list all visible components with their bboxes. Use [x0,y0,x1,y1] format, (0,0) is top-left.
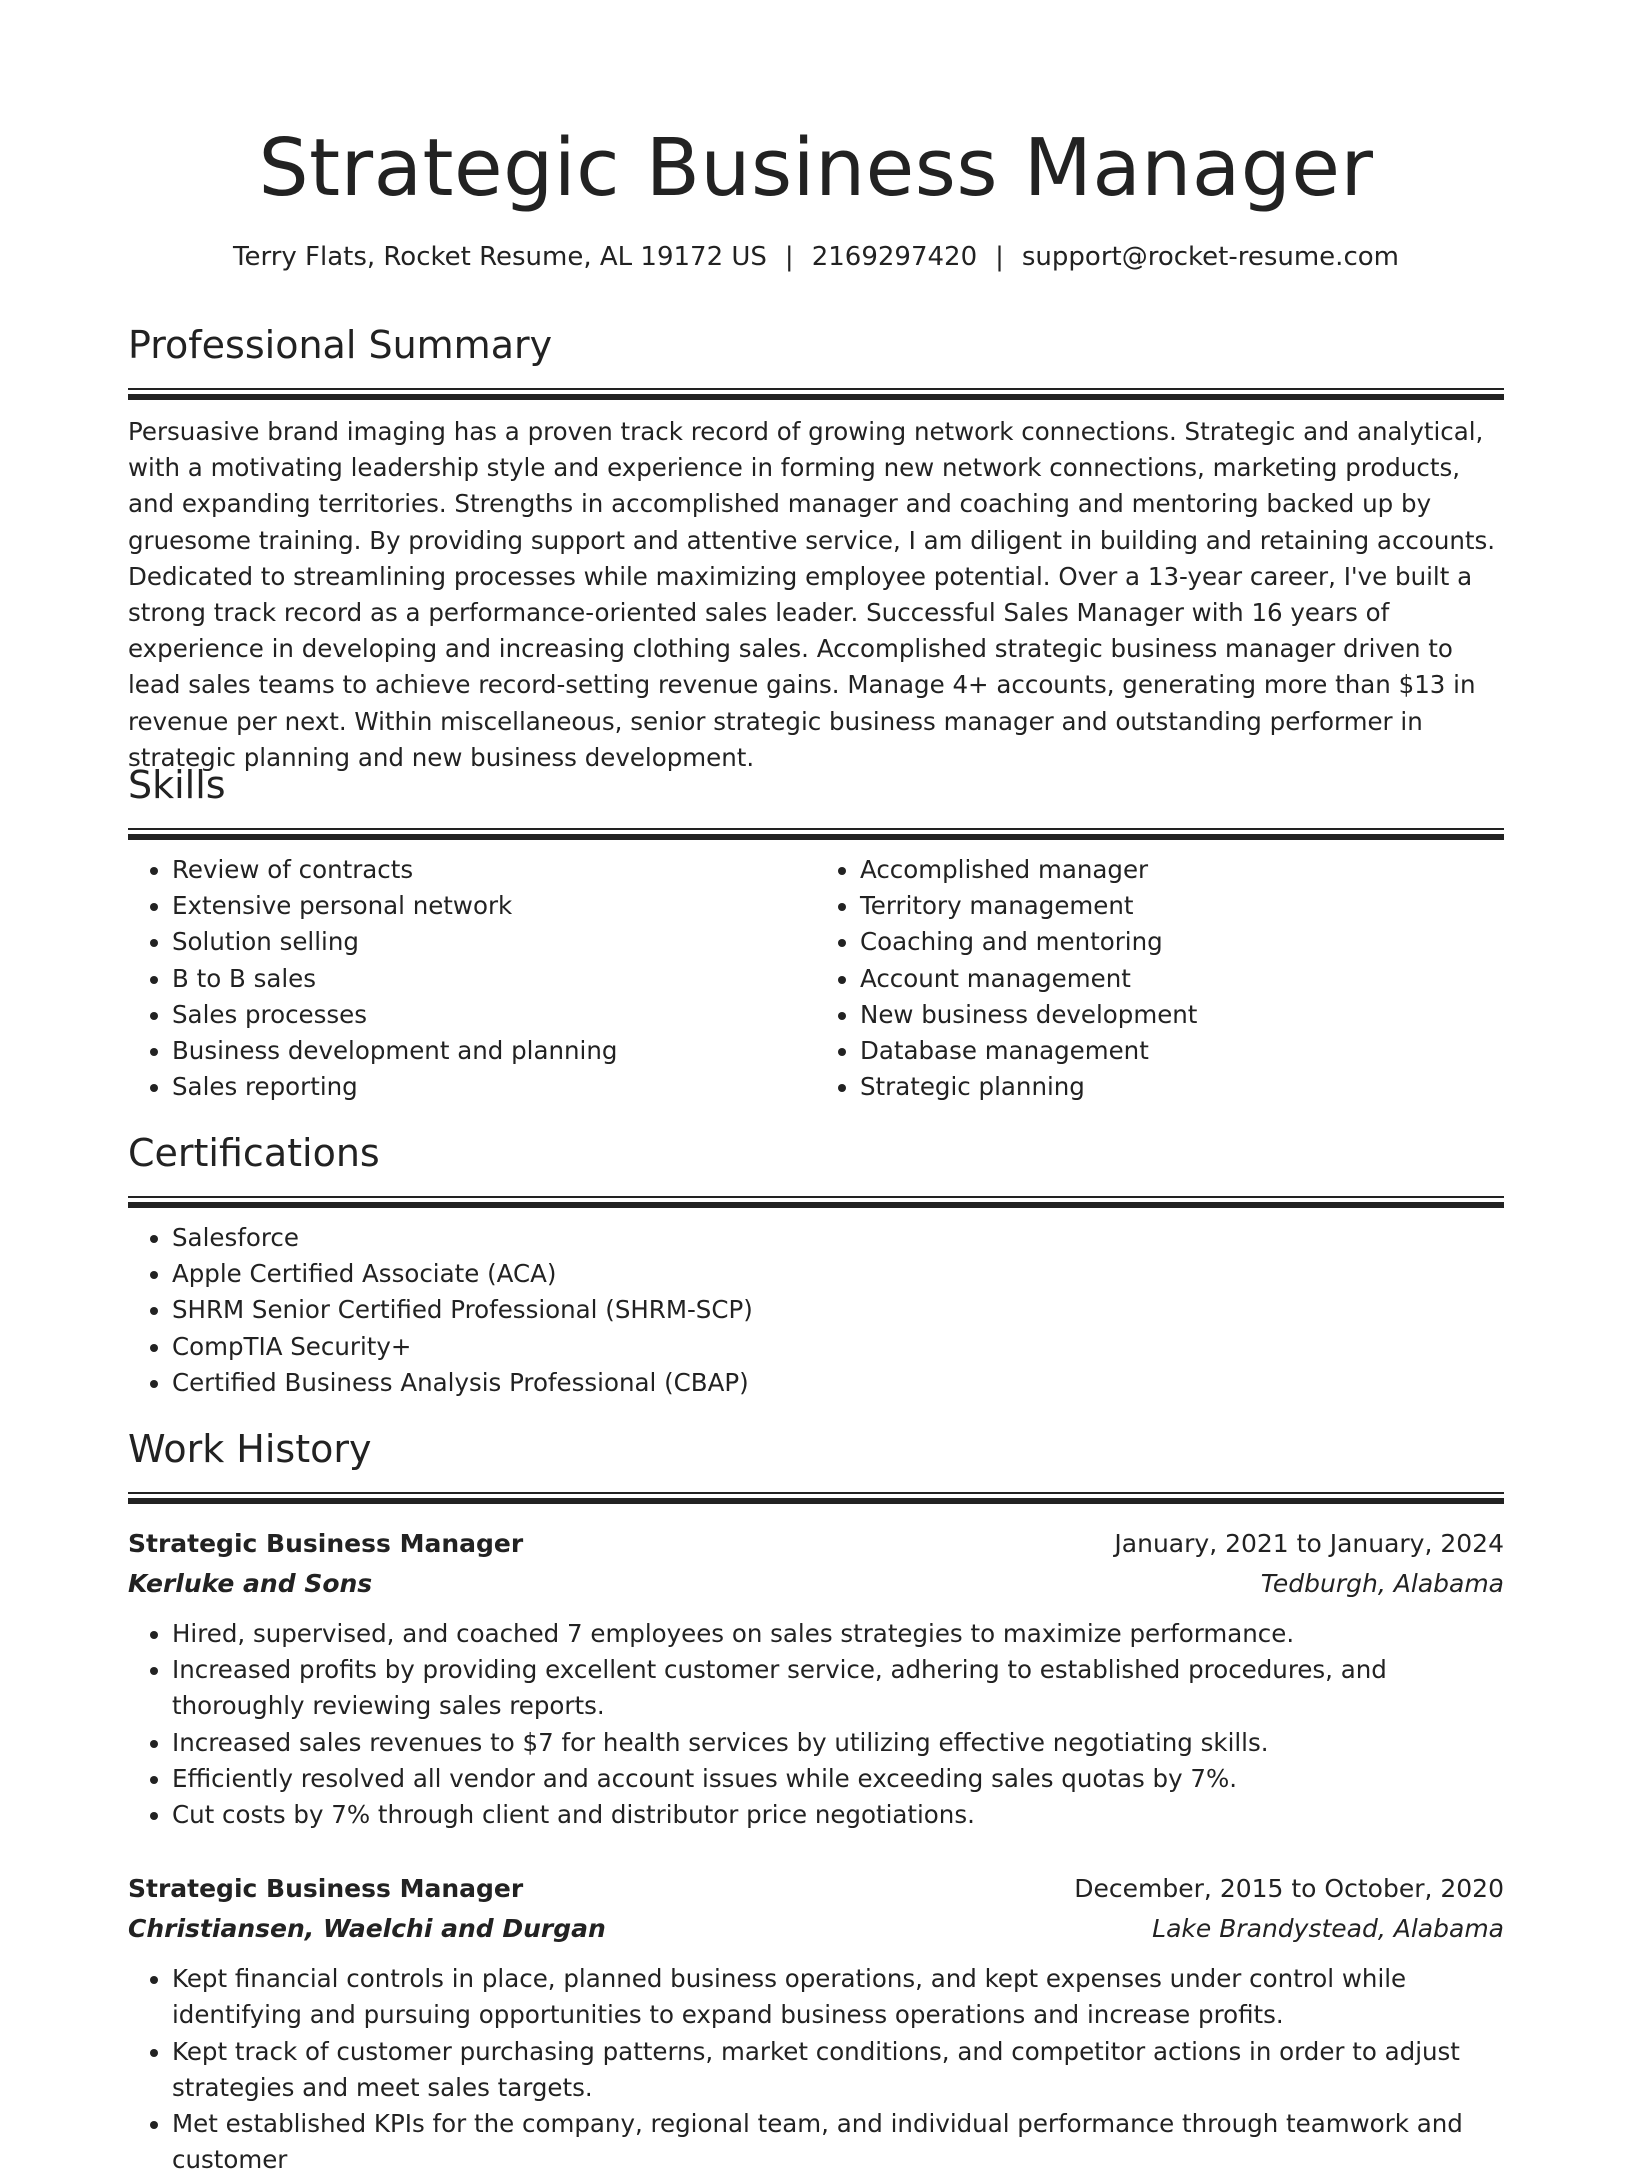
skills-section [128,760,1504,1105]
section-divider [128,1196,1504,1208]
job-company-row [128,1909,1504,1949]
job-entry [128,1524,1504,1833]
job-location: Tedburgh, Alabama [1260,1569,1504,1598]
job-bullet: • Increased profits by providing excellent customer service, adhering to established procedures, and thoroughly reviewing sales reports. [172,1652,1504,1724]
contact-email[interactable]: support@rocket-resume.com [1021,242,1399,272]
contact-separator: | [784,242,794,272]
contact-address: Terry Flats, Rocket Resume, AL 19172 US [233,242,767,272]
skills-heading: Skills [128,763,226,807]
job-bullet: • Efficiently resolved all vendor and account issues while exceeding sales quotas by 7%. [172,1761,1504,1797]
certifications-list [128,1220,1504,1401]
contact-separator: | [995,242,1004,272]
section-divider [128,388,1504,400]
work-history-section [128,1424,1504,2178]
skill-item: • Database management [860,1033,1504,1069]
job-bullet: • Hired, supervised, and coached 7 employees on sales strategies to maximize performance. [172,1616,1504,1652]
certification-item: • SHRM Senior Certified Professional (SHRM-SCP) [172,1292,1504,1328]
certifications-section [128,1128,1504,1401]
skill-item: • Sales reporting [172,1069,816,1105]
job-bullet: • Cut costs by 7% through client and distributor price negotiations. [172,1797,1504,1833]
certification-item: • Apple Certified Associate (ACA) [172,1256,1504,1292]
job-title: Strategic Business Manager [128,1874,524,1904]
job-company: Christiansen, Waelchi and Durgan [128,1914,606,1944]
skills-columns [128,852,1504,1105]
job-bullets [128,1961,1504,2178]
summary-text: Persuasive brand imaging has a proven track record of growing network connections. Strategic and analytical, with a motivating leadership style and experience in forming new network connections, marketing products, and expanding territories. Strengths in accomplished manager and coaching and mentoring backed up by gruesome training. By providing support and attentive service, I am diligent in building and retaining accounts. Dedicated to streamlining processes while maximizing employee potential. Over a 13-year career, I've built a strong track record as a performance-oriented sales leader. Successful Sales Manager with 16 years of experience in developing and increasing clothing sales. Accomplished strategic business manager driven to lead sales teams to achieve record-setting revenue gains. Manage 4+ accounts, generating more than $13 in revenue per next. Within miscellaneous, senior strategic business manager and outstanding performer in strategic planning and new business development. [128,417,1496,772]
skill-item: • Accomplished manager [860,852,1504,888]
job-entry [128,1869,1504,2178]
skill-item: • Account management [860,961,1504,997]
job-bullet: • Met established KPIs for the company, regional team, and individual performance through teamwork and customer [172,2106,1504,2178]
job-company-row [128,1564,1504,1604]
certification-item: • Certified Business Analysis Professional (CBAP) [172,1365,1504,1401]
job-location: Lake Brandystead, Alabama [1152,1914,1504,1944]
job-bullet: • Increased sales revenues to $7 for health services by utilizing effective negotiating skills. [172,1725,1504,1761]
skill-item: • New business development [860,997,1504,1033]
summary-heading: Professional Summary [128,323,553,367]
resume-title: Strategic Business Manager [258,122,1374,214]
skill-item: • B to B sales [172,961,816,997]
summary-section [128,320,1504,776]
job-dates: December, 2015 to October, 2020 [1074,1874,1504,1904]
job-bullet: • Kept financial controls in place, planned business operations, and kept expenses under control while identifying and pursuing opportunities to expand business operations and increase profits. [172,1961,1504,2033]
skill-item: • Extensive personal network [172,888,816,924]
skill-item: • Business development and planning [172,1033,816,1069]
job-header-row [128,1524,1504,1564]
section-divider [128,1492,1504,1504]
skill-item: • Review of contracts [172,852,816,888]
job-header-row [128,1869,1504,1909]
skill-item: • Strategic planning [860,1069,1504,1105]
skill-item: • Solution selling [172,924,816,960]
skill-item: • Territory management [860,888,1504,924]
section-divider [128,828,1504,840]
job-company: Kerluke and Sons [128,1569,373,1598]
job-bullets [128,1616,1504,1833]
job-dates: January, 2021 to January, 2024 [1114,1529,1504,1558]
job-title: Strategic Business Manager [128,1529,524,1558]
skill-item: • Coaching and mentoring [860,924,1504,960]
skills-list-right [816,852,1504,1105]
skill-item: • Sales processes [172,997,816,1033]
skills-list-left [128,852,816,1105]
contact-phone: 2169297420 [811,242,978,272]
job-bullet: • Kept track of customer purchasing patterns, market conditions, and competitor actions in order to adjust strategies and meet sales targets. [172,2034,1504,2106]
certification-item: • Salesforce [172,1220,1504,1256]
certifications-heading: Certifications [128,1131,380,1175]
contact-line [0,238,1632,276]
work-history-heading: Work History [128,1427,372,1471]
certification-item: • CompTIA Security+ [172,1329,1504,1365]
